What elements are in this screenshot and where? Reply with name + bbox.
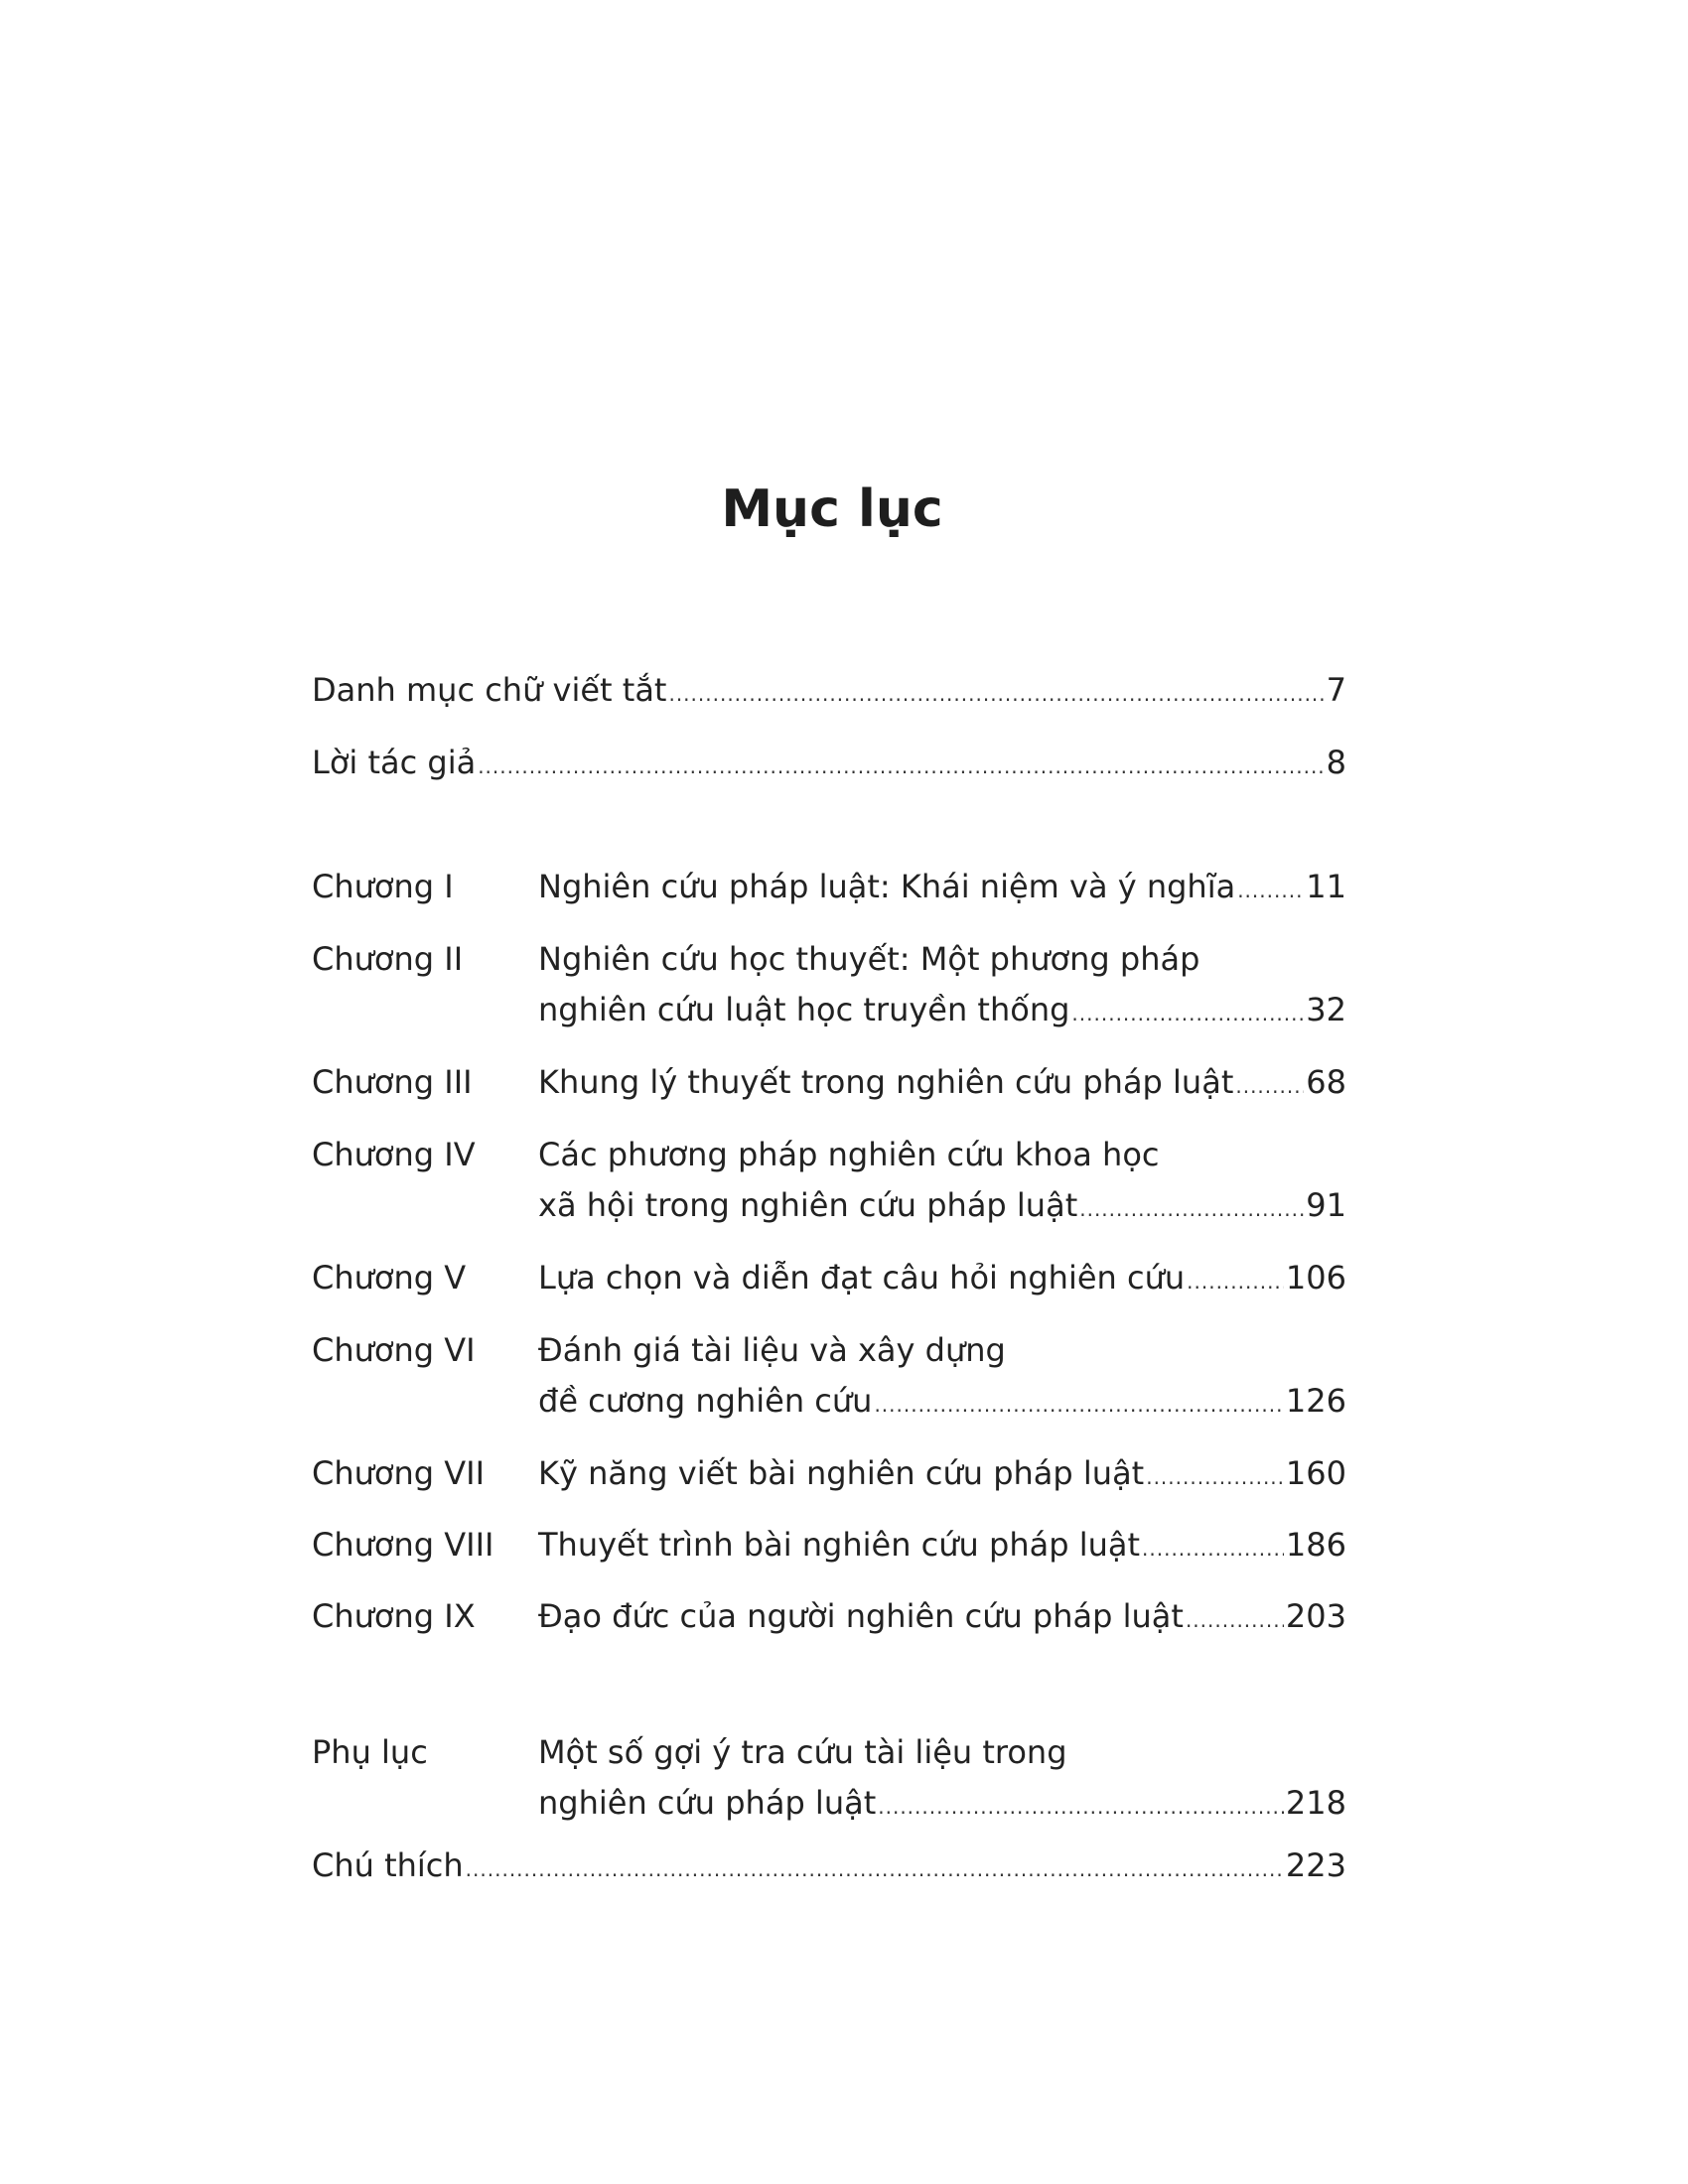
toc-entry-page: 126	[1285, 1382, 1346, 1420]
chapter-label: Chương I	[312, 868, 454, 905]
toc-entry-notes	[312, 1841, 1346, 1890]
chapter-title: Đánh giá tài liệu và xây dựng	[538, 1331, 1006, 1369]
toc-entry-page: 186	[1285, 1526, 1346, 1564]
toc-entry-title: Lời tác giả	[312, 744, 477, 781]
chapter-label: Chương VII	[312, 1454, 486, 1492]
chapter-title: Các phương pháp nghiên cứu khoa học	[538, 1136, 1160, 1173]
leader-dots	[1235, 1061, 1304, 1111]
chapter-label: Chương VI	[312, 1331, 476, 1369]
table-of-contents	[312, 0, 1346, 2184]
toc-entry-page: 203	[1285, 1597, 1346, 1635]
toc-entry-page: 7	[1326, 671, 1346, 709]
toc-entry-abbreviations	[312, 665, 1346, 715]
toc-entry-title: Danh mục chữ viết tắt	[312, 671, 667, 709]
chapter-title: nghiên cứu luật học truyền thống	[538, 991, 1070, 1028]
toc-entry-page: 160	[1285, 1454, 1346, 1492]
chapter-label: Chương VIII	[312, 1526, 494, 1564]
leader-dots	[466, 1844, 1284, 1894]
appendix-title: nghiên cứu pháp luật	[538, 1784, 877, 1822]
leader-dots	[878, 1782, 1284, 1832]
leader-dots	[1146, 1452, 1284, 1502]
chapter-title: xã hội trong nghiên cứu pháp luật	[538, 1186, 1078, 1224]
toc-entry-page: 218	[1285, 1784, 1346, 1822]
toc-entry-title: Chú thích	[312, 1846, 464, 1884]
leader-dots	[1187, 1257, 1284, 1306]
chapter-title: Đạo đức của người nghiên cứu pháp luật	[538, 1597, 1184, 1635]
appendix-title: Một số gợi ý tra cứu tài liệu trong	[538, 1733, 1067, 1771]
leader-dots	[478, 742, 1324, 791]
chapter-title: Thuyết trình bài nghiên cứu pháp luật	[538, 1526, 1141, 1564]
page-title: Mục lục	[721, 479, 943, 539]
chapter-label: Chương V	[312, 1259, 467, 1297]
leader-dots	[1079, 1184, 1304, 1234]
chapter-title: Nghiên cứu pháp luật: Khái niệm và ý nghĩa	[538, 868, 1236, 905]
toc-entry-page: 68	[1306, 1063, 1346, 1101]
appendix-label: Phụ lục	[312, 1733, 428, 1771]
toc-entry-page: 223	[1285, 1846, 1346, 1884]
chapter-label: Chương II	[312, 940, 464, 978]
chapter-title: Khung lý thuyết trong nghiên cứu pháp luật	[538, 1063, 1234, 1101]
chapter-title: Kỹ năng viết bài nghiên cứu pháp luật	[538, 1454, 1145, 1492]
leader-dots	[874, 1380, 1283, 1430]
leader-dots	[1186, 1595, 1284, 1645]
toc-entry-page: 32	[1306, 991, 1346, 1028]
toc-entry-page: 106	[1285, 1259, 1346, 1297]
toc-entry-preface	[312, 738, 1346, 787]
toc-entry-page: 11	[1306, 868, 1346, 905]
chapter-label: Chương IX	[312, 1597, 476, 1635]
toc-entry-page: 8	[1326, 744, 1346, 781]
leader-dots	[668, 669, 1324, 719]
chapter-label: Chương IV	[312, 1136, 476, 1173]
leader-dots	[1071, 989, 1304, 1038]
chapter-label: Chương III	[312, 1063, 473, 1101]
chapter-title: Nghiên cứu học thuyết: Một phương pháp	[538, 940, 1200, 978]
toc-entry-page: 91	[1306, 1186, 1346, 1224]
leader-dots	[1237, 866, 1304, 915]
chapter-title: đề cương nghiên cứu	[538, 1382, 873, 1420]
leader-dots	[1142, 1524, 1284, 1573]
chapter-title: Lựa chọn và diễn đạt câu hỏi nghiên cứu	[538, 1259, 1186, 1297]
